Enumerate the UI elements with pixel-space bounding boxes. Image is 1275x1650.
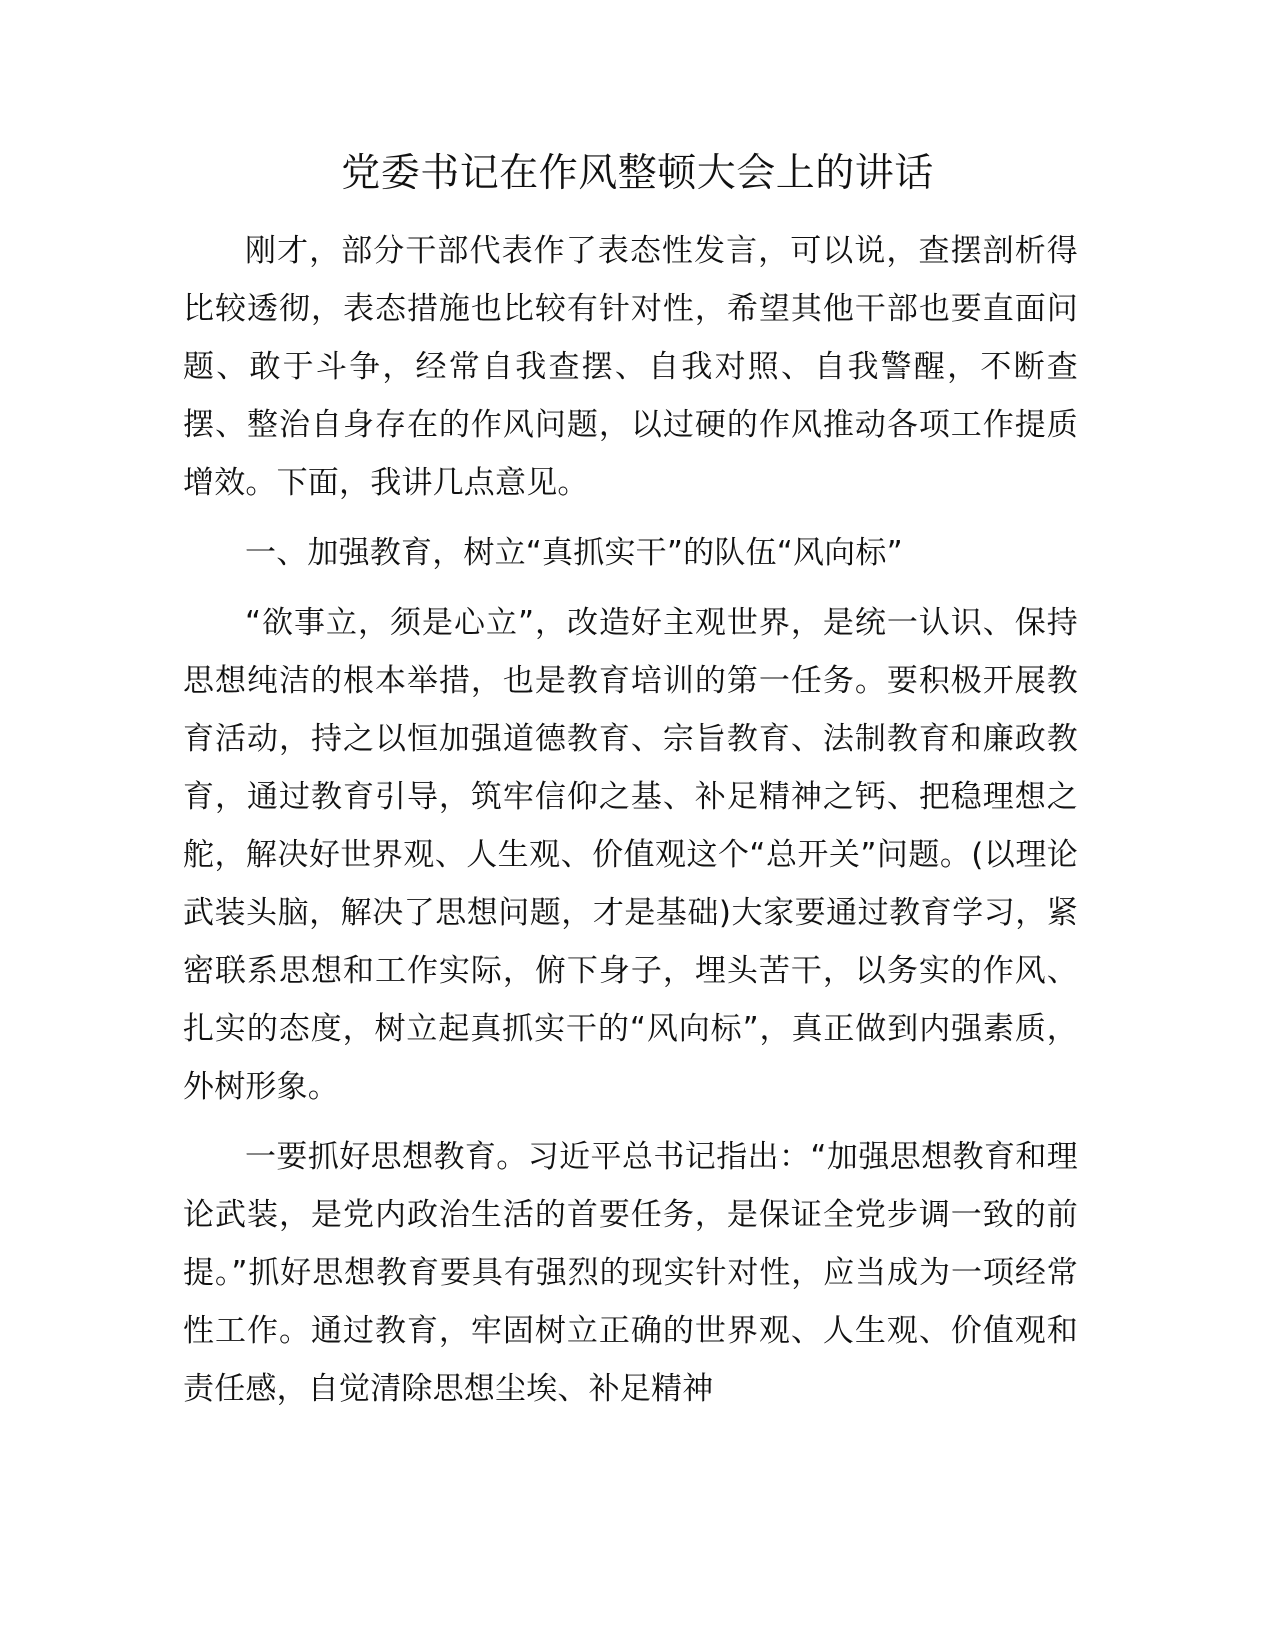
paragraph-intro: 刚才，部分干部代表作了表态性发言，可以说，查摆剖析得比较透彻，表态措施也比较有针对性，希望其他干部也要直面问题、敢于斗争，经常自我查摆、自我对照、自我警醒，不断查摆、整治自身存在的作风问题，以过硬的作风推动各项工作提质增效。下面，我讲几点意见。 (183, 233, 1078, 501)
paragraph-ideological-education: 一要抓好思想教育。习近平总书记指出：“加强思想教育和理论武装，是党内政治生活的首要任务，是保证全党步调一致的前提。”抓好思想教育要具有强烈的现实针对性，应当成为一项经常性工作。通过教育，牢固树立正确的世界观、人生观、价值观和责任感，自觉清除思想尘埃、补足精神 (183, 1139, 1078, 1407)
document-title: 党委书记在作风整顿大会上的讲话 (341, 151, 934, 196)
paragraph-section-1: “欲事立，须是心立”，改造好主观世界，是统一认识、保持思想纯洁的根本举措，也是教育培训的第一任务。要积极开展教育活动，持之以恒加强道德教育、宗旨教育、法制教育和廉政教育，通过教育引导，筑牢信仰之基、补足精神之钙、把稳理想之舵，解决好世界观、人生观、价值观这个“总开关”问题。(以理论武装头脑，解决了思想问题，才是基础)大家要通过教育学习，紧密联系思想和工作实际，俯下身子，埋头苦干，以务实的作风、扎实的态度，树立起真抓实干的“风向标”，真正做到内强素质，外树形象。 (183, 605, 1078, 1105)
document-body (183, 222, 1078, 1430)
section-heading-1: 一、加强教育，树立“真抓实干”的队伍“风向标” (245, 535, 903, 571)
